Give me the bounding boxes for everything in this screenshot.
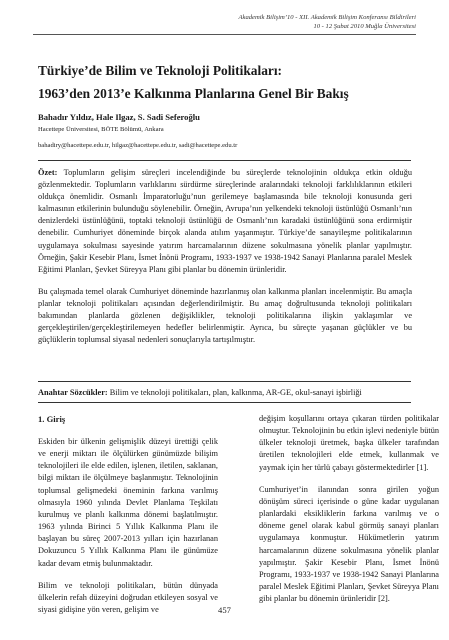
right-paragraph-1: değişim koşullarını ortaya çıkaran türden politikalar olmuştur. Teknolojinin bu etkin işlevi nedeniyle bütün ülkeler teknoloji üretmek, başka ülkeler tarafından üretilen teknolojileri elde etmek, kullanmak ve yaymak için her türlü çabayı göstermektedirler [1]. bbox=[259, 414, 439, 472]
keywords-top-rule bbox=[38, 381, 411, 382]
running-head-line1: Akademik Bilişim’10 - XII. Akademik Bilişim Konferansı Bildirileri bbox=[238, 14, 416, 21]
running-head-line2: 10 - 12 Şubat 2010 Muğla Üniversitesi bbox=[313, 23, 416, 30]
page-number: 457 bbox=[218, 605, 231, 615]
abstract-top-rule bbox=[38, 160, 411, 161]
keywords-text: Bilim ve teknoloji politikaları, plan, kalkınma, AR-GE, okul-sanayi işbirliği bbox=[107, 388, 362, 397]
abstract bbox=[38, 167, 412, 346]
keywords-bottom-rule bbox=[38, 402, 411, 403]
affiliation bbox=[38, 125, 418, 150]
abstract-text-1: Toplumların gelişim süreçleri incelendiğinde bu süreçlerde teknolojinin oldukça etkin olduğu gözlenmektedir. Toplumların varlıklarını sürdürme süreçlerinde aralarındaki teknoloji farklılıklarının etkileri oldukça önemlidir. Osmanlı İmparatorluğu’nun gerilemeye başlamasında bile teknoloji konusunda geri kalmasının etkilerinin bulunduğu söylenebilir. Örneğin, Avrupa’nın yelkendeki teknoloji üstünlüğü Osmanlı’nın denizlerdeki üstünlüğünü, toptaki teknoloji üstünlüğü de Osmanlı’nın karadaki üstünlüğünü sona erdirmiştir denebilir. Cumhuriyet döneminde birçok alanda atılım yaşanmıştır. Türkiye’de sanayileşme politikalarının uygulamaya sokulması sayesinde yatırım harcamalarının düzene sokulmasına yönelik planlar yapılmıştır. Örneğin, Şakir Kesebir Planı, İsmet İnönü Programı, 1933-1937 ve 1938-1942 Sanayi Planlarına paralel Meslek Eğitimi Planları, Şevket Süreyya Planı gibi planlar bu dönemin ürünleridir. bbox=[38, 168, 412, 274]
left-column bbox=[38, 413, 218, 616]
paper-title bbox=[38, 59, 418, 105]
keywords bbox=[38, 387, 412, 399]
section-heading: 1. Giriş bbox=[38, 414, 66, 424]
abstract-paragraph-2: Bu çalışmada temel olarak Cumhuriyet döneminde hazırlanmış olan kalkınma planları incelenmiştir. Bu amaçla planlar teknoloji politikaları açısından değerlendirilmiştir. Bu amaç doğrultusunda teknoloji politikaları bakımından planlarda gözlenen değişiklikler, teknoloji politikalarına ilişkin yaklaşımlar ve gerçekleştirilen/gerçekleştirilemeyen hedefler belirlenmiştir. Ayrıca, bu süreçte yaşanan güçlükler ve bu güçlüklerin toplumsal siyasal nedenleri sonuçlarıyla tartışılmıştır. bbox=[38, 286, 412, 345]
abstract-paragraph-1 bbox=[38, 167, 412, 276]
author-list: Bahadır Yıldız, Hale Ilgaz, S. Sadi Seferoğlu bbox=[38, 112, 200, 122]
right-paragraph-2: Cumhuriyet’in ilanından sonra girilen yoğun dönüşüm süreci içerisinde o güne kadar uygulanan planlardaki eksikliklerin farkına varılmış ve o döneme genel olarak kabul görmüş sanayi planları uygulamaya konmuştur. Hükümetlerin yatırım harcamalarının düzene sokulmasına yönelik planlar yapılmıştır. Şakir Kesebir Planı, İsmet İnönü Programı, 1933-1937 ve 1938-1942 Sanayi Planlarına paralel Meslek Eğitimi Planları, Şevket Süreyya Planı gibi planlar bu dönemin ürünleridir [2]. bbox=[259, 484, 439, 604]
left-paragraph-2: Bilim ve teknoloji politikaları, bütün dünyada ülkelerin refah düzeyini doğrudan etkileyen sosyal ve siyasi gidişine yön veren, gelişim ve bbox=[38, 580, 218, 615]
left-paragraph-1: Eskiden bir ülkenin gelişmişlik düzeyi ürettiği çelik ve enerji miktarı ile ölçülürken günümüzde bilişim teknolojileri ile elde edilen, işlenen, iletilen, saklanan, bilgi miktarı ile ölçülmeye başlanmıştır. Teknolojinin toplumsal gelişmedeki öneminin farkına varılmış olmasıyla 1960 yılında Devlet Planlama Teşkilatı kurulmuş ve planlı kalkınma dönemi başlatılmıştır. 1963 yılında Birinci 5 Yıllık Kalkınma Planı ile başlayan bu süreç 2007-2013 yılları için hazırlanan Dokuzuncu 5 Yıllık Kalkınma Planı ile günümüze kadar devam etmiş bulunmaktadır. bbox=[38, 437, 218, 568]
abstract-label: Özet: bbox=[38, 168, 58, 177]
running-head-rule bbox=[33, 34, 416, 35]
affiliation-institution: Hacettepe Üniversitesi, BÖTE Bölümü, Ankara bbox=[38, 126, 164, 133]
title-line1: Türkiye’de Bilim ve Teknoloji Politikaları: bbox=[38, 63, 283, 78]
keywords-label: Anahtar Sözcükler: bbox=[38, 388, 108, 397]
title-line2: 1963’den 2013’e Kalkınma Planlarına Genel Bir Bakış bbox=[38, 86, 349, 101]
right-column bbox=[259, 413, 439, 605]
affiliation-emails: bahadiry@hacettepe.edu.tr, hilgaz@hacettepe.edu.tr, sadi@hacettepe.edu.tr bbox=[38, 141, 238, 149]
running-head bbox=[86, 13, 416, 31]
